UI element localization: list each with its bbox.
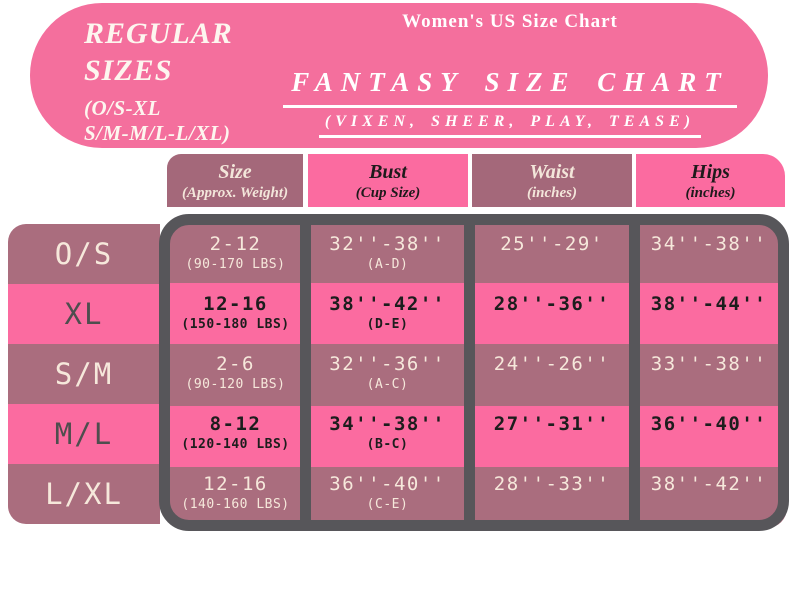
cell-xl-size: 12-16 (150-180 LBS)	[181, 293, 290, 332]
cell-sm-hips: 33''-38''	[650, 353, 768, 375]
cell-xl-bust: 38''-42'' (D-E)	[329, 293, 446, 332]
row-label-os: O/S	[8, 224, 160, 284]
regular-sizes-block	[84, 15, 233, 146]
cell-xl-hips: 38''-44''	[650, 293, 768, 315]
cell-os-bust: 32''-38'' (A-D)	[329, 233, 446, 272]
cell-sm-waist: 24''-26''	[493, 353, 611, 375]
cell-xl-waist: 28''-36''	[493, 293, 611, 315]
row-label-sm: S/M	[8, 344, 160, 404]
row-label-xl: XL	[8, 284, 160, 344]
cell-lxl-size: 12-16 (140-160 LBS)	[181, 473, 290, 512]
header-waist: Waist (inches)	[472, 154, 632, 207]
regular-title-line2: SIZES	[84, 54, 173, 87]
main-title: FANTASY SIZE CHART	[230, 67, 790, 108]
header-bust: Bust (Cup Size)	[308, 154, 468, 207]
cell-ml-size: 8-12 (120-140 LBS)	[181, 413, 290, 452]
banner	[30, 3, 768, 148]
row-label-ml: M/L	[8, 404, 160, 464]
collections-subtitle: (VIXEN, SHEER, PLAY, TEASE)	[230, 113, 790, 138]
cell-ml-waist: 27''-31''	[493, 413, 611, 435]
cell-lxl-waist: 28''-33''	[493, 473, 611, 495]
cell-ml-bust: 34''-38'' (B-C)	[329, 413, 446, 452]
cell-os-hips: 34''-38''	[650, 233, 768, 255]
regular-title-line1: REGULAR	[84, 17, 233, 50]
banner-top-title: Women's US Size Chart	[402, 11, 618, 32]
cell-os-size: 2-12 (90-170 LBS)	[185, 233, 286, 272]
cell-sm-bust: 32''-36'' (A-C)	[329, 353, 446, 392]
row-label-lxl: L/XL	[8, 464, 160, 524]
header-hips: Hips (inches)	[636, 154, 785, 207]
header-size: Size (Approx. Weight)	[167, 154, 303, 207]
regular-sub-line2: S/M-M/L-L/XL)	[84, 121, 231, 145]
cell-lxl-bust: 36''-40'' (C-E)	[329, 473, 446, 512]
cell-ml-hips: 36''-40''	[650, 413, 768, 435]
cell-lxl-hips: 38''-42''	[650, 473, 768, 495]
cell-sm-size: 2-6 (90-120 LBS)	[185, 353, 286, 392]
cell-os-waist: 25''-29'	[500, 233, 604, 255]
regular-sub-line1: (O/S-XL	[84, 96, 161, 120]
